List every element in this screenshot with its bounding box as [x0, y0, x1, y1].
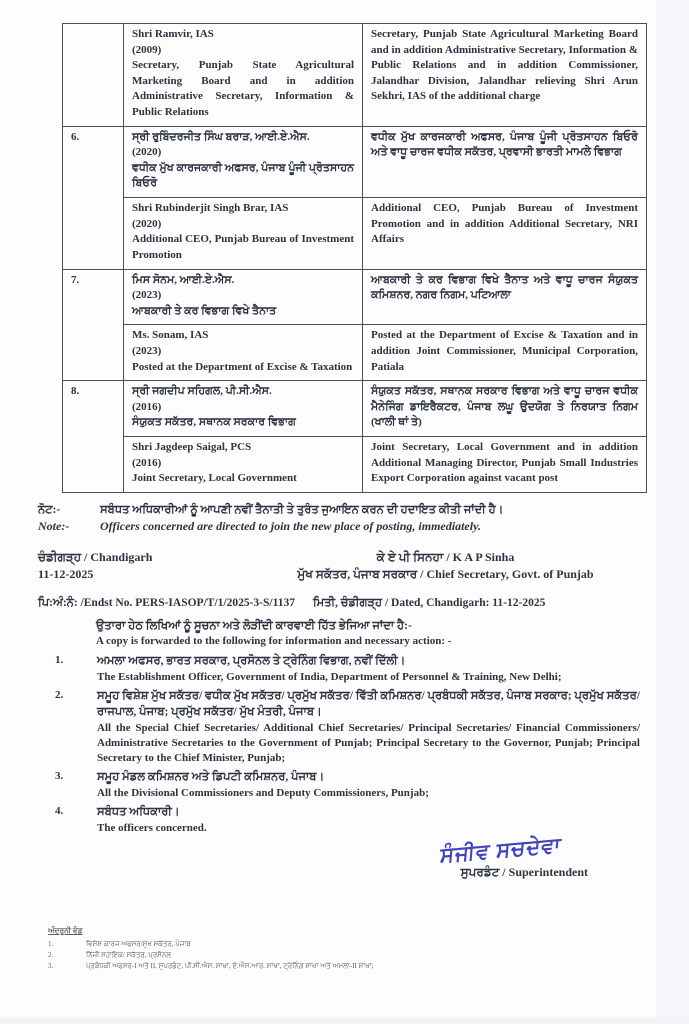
officer-name: ਸ੍ਰੀ ਜਗਦੀਪ ਸਹਿਗਲ, ਪੀ.ਸੀ.ਐਸ. [132, 385, 272, 398]
officer-name-cell [124, 126, 363, 197]
cc-list-item [55, 805, 640, 836]
forward-block [96, 618, 636, 649]
officer-name-cell [124, 198, 363, 269]
cc-item-english: All the Special Chief Secretaries/ Additional Chief Secretaries/ Principal Secretaries/ Financial Commissioners/ Administrative Secretaries to the Government of Punjab; Principal Secretary to the Governor, Punjab; Principal Secretary to the Chief Minister, Punjab; [97, 721, 640, 764]
officer-batch: (2016) [132, 400, 162, 413]
officer-current-posting: ਵਧੀਕ ਮੁੱਖ ਕਾਰਜਕਾਰੀ ਅਫਸਰ, ਪੰਜਾਬ ਪੂੰਜੀ ਪ੍ਰੋਤਸਾਹਨ ਬਿਓਰੋ [132, 161, 354, 190]
signatory-name: ਕੇ ਏ ਪੀ ਸਿਨਹਾ / K A P Sinha [376, 549, 515, 564]
endorsement-number: 1137 [272, 597, 295, 610]
cc-item-body [97, 805, 640, 836]
note-line-punjabi [38, 503, 630, 519]
officer-name-cell [124, 24, 363, 127]
signatory [253, 549, 638, 584]
officer-current-posting: Additional CEO, Punjab Bureau of Investment Promotion [132, 233, 354, 261]
officer-name-cell [124, 269, 363, 325]
table-row [63, 198, 647, 269]
officer-batch: (2023) [132, 344, 162, 357]
forward-english: A copy is forwarded to the following for information and necessary action: - [96, 635, 452, 648]
officer-new-posting-cell [363, 269, 647, 325]
cc-item-punjabi: ਅਮਲਾ ਅਫਸਰ, ਭਾਰਤ ਸਰਕਾਰ, ਪ੍ਰਸੋਨਲ ਤੇ ਟ੍ਰੇਨਿੰਗ ਵਿਭਾਗ, ਨਵੀਂ ਦਿੱਲੀ। [97, 654, 406, 667]
cc-item-punjabi: ਸਮੂਹ ਮੰਡਲ ਕਮਿਸ਼ਨਰ ਅਤੇ ਡਿਪਟੀ ਕਮਿਸ਼ਨਰ, ਪੰਜਾਬ। [97, 771, 325, 784]
footnote-item [48, 939, 448, 950]
table-row [63, 126, 647, 197]
officer-new-posting: ਸੰਯੁਕਤ ਸਕੱਤਰ, ਸਥਾਨਕ ਸਰਕਾਰ ਵਿਭਾਗ ਅਤੇ ਵਾਧੂ ਚਾਰਜ ਵਧੀਕ ਮੈਨੇਜਿੰਗ ਡਾਇਰੈਕਟਰ, ਪੰਜਾਬ ਲਘੂ ਉਦਯੋਗ ਤੇ ਨਿਰਯਾਤ ਨਿਗਮ (ਖਾਲੀ ਥਾਂ ਤੇ) [371, 385, 638, 429]
officer-current-posting: ਸੰਯੁਕਤ ਸਕੱਤਰ, ਸਥਾਨਕ ਸਰਕਾਰ ਵਿਭਾਗ [132, 416, 296, 429]
signatory-title: ਮੁੱਖ ਸਕੱਤਰ, ਪੰਜਾਬ ਸਰਕਾਰ / Chief Secretary, Govt. of Punjab [297, 566, 594, 581]
officer-batch: (2016) [132, 456, 162, 469]
officer-name: Shri Rubinderjit Singh Brar, IAS [132, 202, 289, 215]
cc-item-body [97, 654, 640, 685]
page-edge-bottom [0, 1017, 689, 1024]
cc-list-item [55, 770, 640, 801]
cc-list-item [55, 654, 640, 685]
officer-name: Shri Jagdeep Saigal, PCS [132, 441, 252, 454]
page-edge [656, 0, 689, 1024]
officer-batch: (2020) [132, 217, 162, 230]
note-line-english [38, 518, 630, 534]
cc-item-number: 1. [55, 653, 64, 666]
cc-list-item [55, 689, 640, 766]
cc-item-punjabi: ਸਬੰਧਤ ਅਧਿਕਾਰੀ। [97, 806, 180, 819]
officer-current-posting: Joint Secretary, Local Government [132, 472, 297, 485]
endorsement-line [38, 597, 648, 610]
footnote-text: ਵਿਸ਼ੇਸ਼ ਕਾਰਜ ਅਫਸਰ/ਮੁੱਖ ਸਕੱਤਰ, ਪੰਜਾਬ [86, 940, 191, 949]
endorsement-date: 11-12-2025 [492, 597, 546, 610]
serial-number-cell [63, 24, 124, 127]
officer-new-posting: Posted at the Department of Excise & Taxation and in addition Joint Commissioner, Municipal Corporation, Patiala [371, 329, 638, 373]
cc-item-body [97, 689, 640, 766]
cc-item-number: 4. [55, 805, 64, 818]
footnote-number: 3. [48, 961, 54, 970]
footnote-number: 1. [48, 940, 54, 949]
officer-batch: (2009) [132, 43, 162, 56]
officer-new-posting-cell [363, 381, 647, 437]
note-block [38, 503, 630, 535]
officer-name-cell [124, 325, 363, 381]
note-text-english: Officers concerned are directed to join the new place of posting, immediately. [100, 519, 481, 534]
officer-batch: (2020) [132, 146, 162, 159]
officer-current-posting: ਆਬਕਾਰੀ ਤੇ ਕਰ ਵਿਭਾਗ ਵਿਖੇ ਤੈਨਾਤ [132, 304, 277, 317]
internal-distribution [48, 926, 448, 972]
note-label-punjabi: ਨੋਟ:- [38, 503, 61, 516]
officer-name-cell [124, 437, 363, 493]
officer-batch: (2023) [132, 289, 162, 302]
footnote-number: 2. [48, 950, 54, 959]
footnote-item [48, 961, 448, 972]
cc-list [55, 654, 640, 836]
signature-block [0, 832, 596, 900]
officer-new-posting-cell [363, 198, 647, 269]
officer-new-posting-cell [363, 437, 647, 493]
cc-item-body [97, 770, 640, 801]
cc-item-punjabi: ਸਮੂਹ ਵਿਸ਼ੇਸ਼ ਮੁੱਖ ਸਕੱਤਰ/ ਵਧੀਕ ਮੁੱਖ ਸਕੱਤਰ/ ਪ੍ਰਮੁੱਖ ਸਕੱਤਰ/ ਵਿੱਤੀ ਕਮਿਸ਼ਨਰ/ ਪ੍ਰਬੰਧਕੀ ਸਕੱਤਰ, ਪੰਜਾਬ ਸਰਕਾਰ; ਪ੍ਰਮੁੱਖ ਸਕੱਤਰ/ ਰਾਜਪਾਲ, ਪੰਜਾਬ; ਪ੍ਰਮੁੱਖ ਸਕੱਤਰ/ ਮੁੱਖ ਮੰਤਰੀ, ਪੰਜਾਬ। [97, 689, 640, 718]
officer-new-posting-cell [363, 126, 647, 197]
internal-distribution-heading: ਅੰਦਰੂਨੀ ਵੰਡ [48, 926, 83, 936]
endorsement-label: ਪਿ:ਅੰ:ਨੰ: /Endst No. PERS-IASOP/T/1/2025-3-S/ [38, 597, 273, 610]
footnote-item [48, 950, 448, 961]
footnote-text: ਨਿੱਜੀ ਸਹਾਇਕ/ ਸਕੱਤਰ, ਪ੍ਰਸੋਨਲ [86, 950, 171, 959]
table-row [63, 325, 647, 381]
officer-name: Ms. Sonam, IAS [132, 329, 209, 342]
footnote-text: ਪ੍ਰਬੰਧਕੀ ਅਫਸਰ-I ਅਤੇ II, ਸੁਪਰਡੰਟ, ਪੀ.ਸੀ.ਐਸ. ਸ਼ਾਖਾ, ਏ.ਐਸ.ਆਰ. ਸ਼ਾਖਾ, ਟ੍ਰੇਨਿੰਗ ਸ਼ਾਖਾ ਅਤੇ ਅਮਲਾ-II ਸ਼ਾਖਾ; [86, 961, 374, 970]
cc-item-number: 2. [55, 688, 64, 701]
officer-name: ਮਿਸ ਸੋਨਮ, ਆਈ.ਏ.ਐਸ. [132, 273, 235, 286]
signature-designation: ਸੁਪਰਡੰਟ / Superintendent [460, 865, 588, 880]
cc-item-number: 3. [55, 770, 64, 783]
serial-number-cell: 6. [63, 126, 124, 269]
cc-item-english: The Establishment Officer, Government of India, Department of Personnel & Training, New Delhi; [97, 670, 562, 683]
officer-name-cell [124, 381, 363, 437]
endorsement-dated-label: ਮਿਤੀ, ਚੰਡੀਗੜ੍ਹ / Dated, Chandigarh: [312, 597, 493, 610]
officer-new-posting: ਆਬਕਾਰੀ ਤੇ ਕਰ ਵਿਭਾਗ ਵਿਖੇ ਤੈਨਾਤ ਅਤੇ ਵਾਧੂ ਚਾਰਜ ਸੰਯੁਕਤ ਕਮਿਸ਼ਨਰ, ਨਗਰ ਨਿਗਮ, ਪਟਿਆਲਾ [371, 273, 638, 302]
officer-name: ਸ੍ਰੀ ਰੁਬਿੰਦਰਜੀਤ ਸਿੰਘ ਬਰਾੜ, ਆਈ.ਏ.ਐਸ. [132, 130, 310, 143]
table-row [63, 437, 647, 493]
officer-new-posting: Additional CEO, Punjab Bureau of Investment Promotion and in addition Additional Secretary, NRI Affairs [371, 202, 638, 246]
officer-new-posting: Joint Secretary, Local Government and in addition Additional Managing Director, Punjab Small Industries Export Corporation against vacant post [371, 441, 638, 485]
officer-current-posting: Posted at the Department of Excise & Taxation [132, 360, 353, 373]
postings-table [62, 23, 647, 493]
internal-distribution-items [48, 939, 448, 972]
serial-number-cell: 7. [63, 269, 124, 381]
date: 11-12-2025 [38, 566, 94, 581]
place: ਚੰਡੀਗੜ੍ਹ / Chandigarh [38, 549, 153, 564]
serial-number-cell: 8. [63, 381, 124, 493]
officer-current-posting: Secretary, Punjab State Agricultural Marketing Board and in addition Administrative Secretary, Information & Public Relations [132, 59, 354, 119]
officer-name: Shri Ramvir, IAS [132, 28, 214, 40]
handwritten-signature: ਸੰਜੀਵ ਸਚਦੇਵਾ [439, 832, 563, 868]
table-row [63, 381, 647, 437]
cc-item-english: All the Divisional Commissioners and Deputy Commissioners, Punjab; [97, 786, 429, 799]
place-date [38, 549, 253, 584]
forward-punjabi: ਉਤਾਰਾ ਹੇਠ ਲਿਖਿਆਂ ਨੂੰ ਸੂਚਨਾ ਅਤੇ ਲੋੜੀਂਦੀ ਕਾਰਵਾਈ ਹਿੱਤ ਭੇਜਿਆ ਜਾਂਦਾ ਹੈ:- [96, 620, 412, 633]
officer-new-posting: ਵਧੀਕ ਮੁੱਖ ਕਾਰਜਕਾਰੀ ਅਫਸਰ, ਪੰਜਾਬ ਪੂੰਜੀ ਪ੍ਰੋਤਸਾਹਨ ਬਿਓਰੋ ਅਤੇ ਵਾਧੂ ਚਾਰਜ ਵਧੀਕ ਸਕੱਤਰ, ਪ੍ਰਵਾਸੀ ਭਾਰਤੀ ਮਾਮਲੇ ਵਿਭਾਗ [371, 130, 638, 159]
place-date-signatory [38, 549, 638, 584]
table-row [63, 24, 647, 127]
table-row [63, 269, 647, 325]
cc-item-english: The officers concerned. [97, 821, 207, 834]
officer-new-posting: Secretary, Punjab State Agricultural Marketing Board and in addition Administrative Secretary, Information & Public Relations and in addition Commissioner, Jalandhar Division, Jalandhar relieving Shri Arun Sekhri, IAS of the additional charge [371, 28, 638, 103]
officer-new-posting-cell [363, 24, 647, 127]
officer-new-posting-cell [363, 325, 647, 381]
note-text-punjabi: ਸਬੰਧਤ ਅਧਿਕਾਰੀਆਂ ਨੂੰ ਆਪਣੀ ਨਵੀਂ ਤੈਨਾਤੀ ਤੇ ਤੁਰੰਤ ਜੁਆਇਨ ਕਰਨ ਦੀ ਹਦਾਇਤ ਕੀਤੀ ਜਾਂਦੀ ਹੈ। [100, 503, 504, 516]
note-label-english: Note:- [38, 519, 70, 534]
